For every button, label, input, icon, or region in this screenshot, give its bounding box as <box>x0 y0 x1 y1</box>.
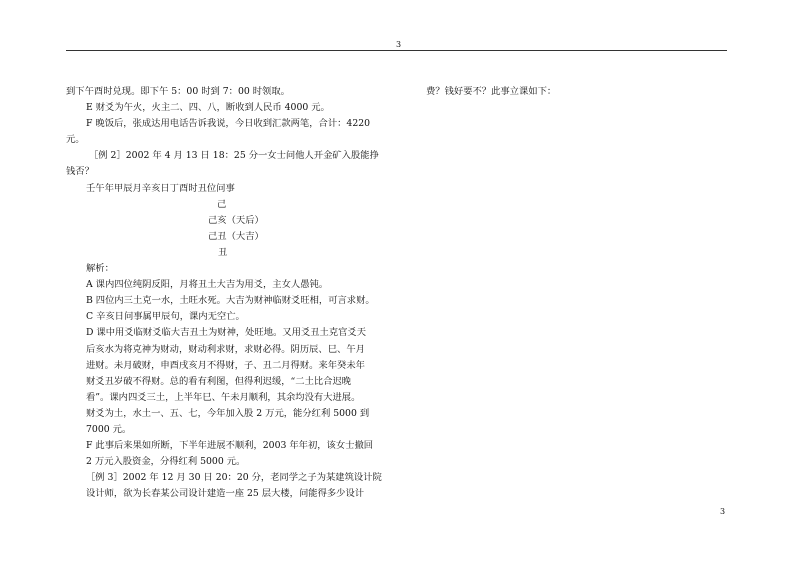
analysis-heading: 解析： <box>86 263 114 275</box>
text-line: B 四位内三土克一水，土旺水死。大吉为财神临财爻旺相，可言求财。 <box>86 295 375 307</box>
lesson-line: 丑 <box>218 246 228 258</box>
text-line: D 课中用爻临财爻临大吉丑土为财神，处旺地。又用爻丑土克官爻天 <box>86 327 367 339</box>
footer-page-number: 3 <box>720 507 726 516</box>
text-line: 财爻为土，水土一、五、七，今年加入股 2 万元，能分红利 5000 到 <box>86 407 370 419</box>
left-text-column <box>66 84 391 502</box>
text-line: F 此事后来果如所断，下半年进展不顺利，2003 年年初，该女士撤回 <box>86 440 374 452</box>
example-heading: ［例 2］2002 年 4 月 13 日 18：25 分一女士问他人开金矿入股能挣 <box>89 150 379 162</box>
text-line: 钱否？ <box>66 166 94 178</box>
text-line: 财爻丑岁破不得财。总的看有利图，但得利迟缓，“二土比合迟晚 <box>86 375 352 387</box>
text-line: 2 万元入股资金，分得红利 5000 元。 <box>86 456 246 468</box>
text-line: E 财爻为午火，火主二、四、八，断收到人民币 4000 元。 <box>86 102 330 114</box>
lesson-line: 己丑（大吉） <box>208 230 264 242</box>
text-line: 进财。未月破财，申酉戌亥月不得财，子、丑二月得财。来年癸未年 <box>86 359 365 371</box>
text-line: 7000 元。 <box>86 423 132 435</box>
text-line: 后亥水为将克神为财动，财动利求财，求财必得。阴历辰、巳、午月 <box>86 343 365 355</box>
text-line: 设计师，欲为长春某公司设计建造一座 25 层大楼，问能得多少设计 <box>86 488 365 500</box>
right-text-column <box>426 84 726 100</box>
lesson-line: 己 <box>217 198 227 210</box>
header-page-number: 3 <box>396 40 402 49</box>
text-line: 元。 <box>66 134 85 146</box>
example-heading: ［例 3］2002 年 12 月 30 日 20：20 分，老同学之子为某建筑设计院 <box>86 472 382 484</box>
lesson-line: 己亥（天后） <box>208 214 264 226</box>
header-rule <box>66 50 727 51</box>
text-line: 壬午年甲辰月辛亥日丁酉时丑位问事 <box>86 182 235 194</box>
text-line: 看”。课内四爻三土，上半年巳、午未月顺利，其余均没有大进展。 <box>86 391 361 403</box>
text-line: 费？钱好要不？此事立课如下： <box>426 86 557 97</box>
text-line: C 辛亥日问事属甲辰句，课内无空亡。 <box>86 311 245 323</box>
text-line: F 晚饭后，张成达用电话告诉我说，今日收到汇款两笔，合计：4220 <box>86 118 371 130</box>
text-line: A 课内四位纯阴反阳，月将丑土大吉为用爻，主女人愚钝。 <box>86 279 329 291</box>
text-line: 到下午酉时兑现。即下午 5：00 时到 7：00 时领取。 <box>66 86 290 97</box>
